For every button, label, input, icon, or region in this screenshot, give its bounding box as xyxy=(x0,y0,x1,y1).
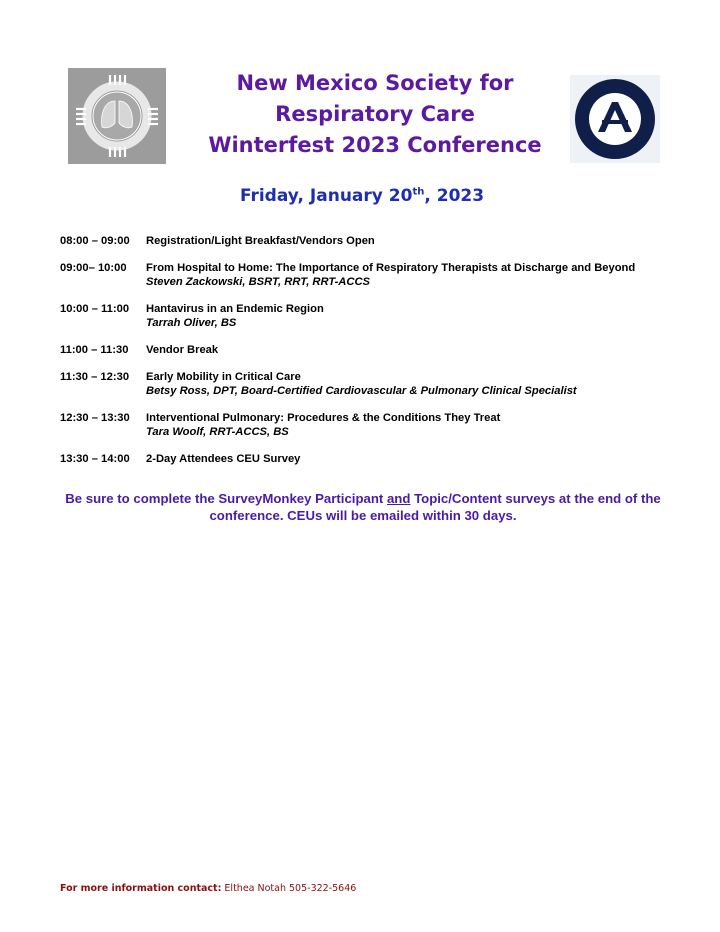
contact-footer xyxy=(60,883,356,894)
contact-label: For more information contact: xyxy=(60,883,222,894)
schedule-item xyxy=(60,343,700,357)
lungs-zia-icon xyxy=(72,71,162,161)
session-speaker: Betsy Ross, DPT, Board-Certified Cardiovascular & Pulmonary Clinical Specialist xyxy=(146,385,577,397)
session-title: From Hospital to Home: The Importance of Respiratory Therapists at Discharge and Beyond xyxy=(146,262,636,274)
event-date xyxy=(150,183,574,209)
aarc-seal-icon xyxy=(572,76,658,162)
nmsrc-logo xyxy=(68,68,166,164)
notice-text-2: Topic/Content surveys at the end of the conference. CEUs will be emailed within 30 days. xyxy=(209,491,661,523)
conference-title xyxy=(175,68,575,161)
session-time: 12:30 – 13:30 xyxy=(60,412,130,424)
session-title: Hantavirus in an Endemic Region xyxy=(146,303,324,315)
session-title: Vendor Break xyxy=(146,344,219,356)
session-details xyxy=(146,302,700,330)
contact-info: Elthea Notah 505-322-5646 xyxy=(221,883,357,894)
session-time: 11:30 – 12:30 xyxy=(60,371,130,383)
session-details xyxy=(146,411,700,439)
session-title: Early Mobility in Critical Care xyxy=(146,371,301,383)
session-details xyxy=(146,343,700,357)
date-suffix: , 2023 xyxy=(424,186,485,206)
aarc-logo xyxy=(570,75,660,163)
date-ordinal: th xyxy=(412,186,425,198)
schedule-item xyxy=(60,411,700,439)
schedule-item xyxy=(60,370,700,398)
schedule-item xyxy=(60,452,700,466)
session-time: 13:30 – 14:00 xyxy=(60,453,130,465)
schedule-item xyxy=(60,234,700,248)
session-time: 09:00– 10:00 xyxy=(60,262,127,274)
session-speaker: Tarrah Oliver, BS xyxy=(146,317,237,329)
notice-text-1: Be sure to complete the SurveyMonkey Participant xyxy=(65,491,387,506)
session-details xyxy=(146,234,700,248)
session-details xyxy=(146,370,700,398)
survey-notice xyxy=(58,490,668,524)
session-details xyxy=(146,261,700,289)
schedule-item xyxy=(60,261,700,289)
session-time: 11:00 – 11:30 xyxy=(60,344,129,356)
session-title: 2-Day Attendees CEU Survey xyxy=(146,453,301,465)
session-title: Registration/Light Breakfast/Vendors Open xyxy=(146,235,375,247)
session-speaker: Steven Zackowski, BSRT, RRT, RRT-ACCS xyxy=(146,276,371,288)
session-details xyxy=(146,452,700,466)
session-time: 08:00 – 09:00 xyxy=(60,235,130,247)
schedule-item xyxy=(60,302,700,330)
session-title: Interventional Pulmonary: Procedures & the Conditions They Treat xyxy=(146,412,501,424)
title-line-3: Winterfest 2023 Conference xyxy=(208,133,542,157)
date-prefix: Friday, January 20 xyxy=(239,186,413,206)
title-line-1: New Mexico Society for xyxy=(236,71,514,95)
session-speaker: Tara Woolf, RRT-ACCS, BS xyxy=(146,426,289,438)
schedule-list xyxy=(60,234,700,479)
session-time: 10:00 – 11:00 xyxy=(60,303,130,315)
notice-emphasis: and xyxy=(386,491,411,506)
title-line-2: Respiratory Care xyxy=(275,102,475,126)
